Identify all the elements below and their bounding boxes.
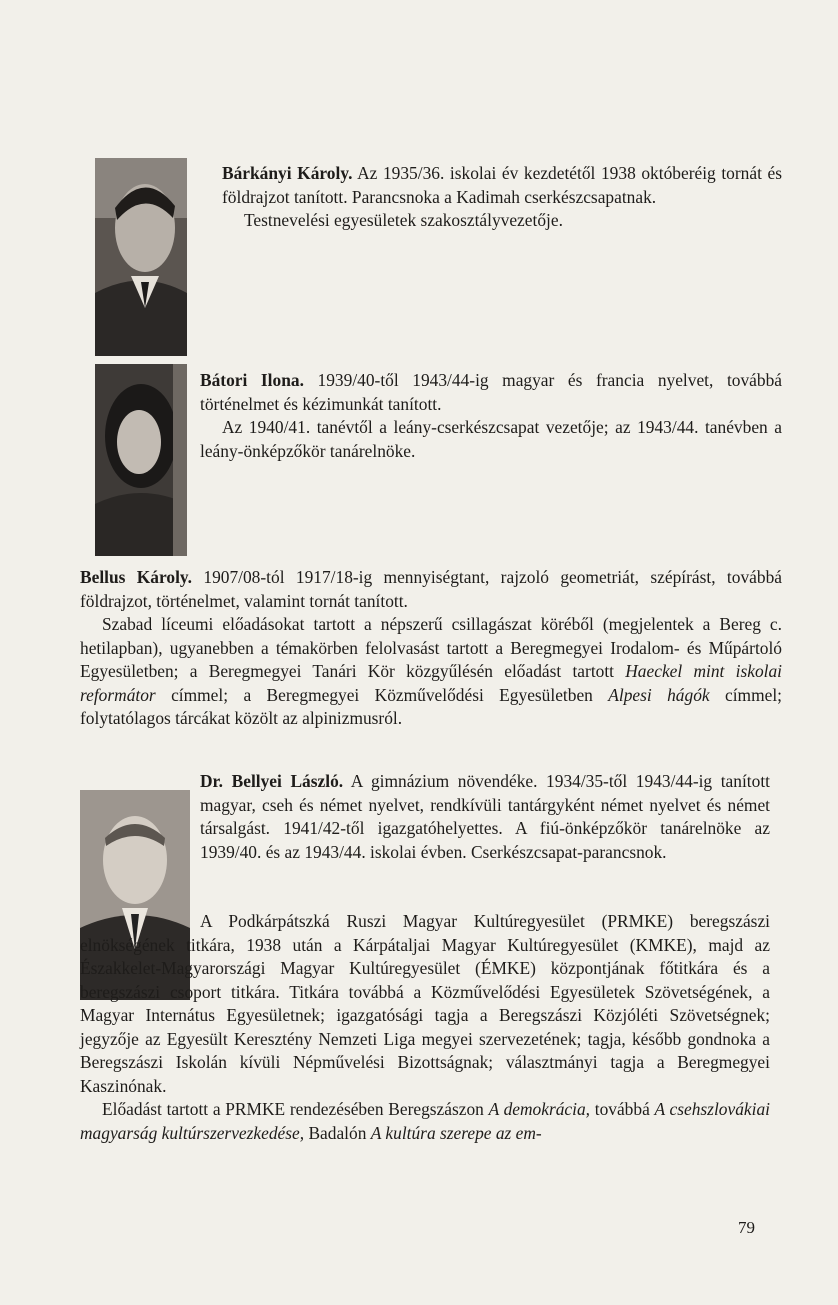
entry-text [80, 1098, 770, 1145]
entry-text: A Podkárpátszká Ruszi Magyar Kultúregyesület (PRMKE) beregszászi elnökségének titkára, 1938 után a Kárpátaljai Magyar Kultúregyesület (KMKE), majd az Északkelet-Magyarországi Magyar Kultúregyesület (ÉMKE) központjának főtitkára és a beregszászi csoport titkára. Titkára továbbá a Közművelődési Egyesületek Szövetségének, a Magyar Internátus Egyesületnek; igazgatósági tagja a Beregszászi Közjóléti Szövetségnek; jegyzője az Egyesült Keresztény Nemzeti Liga megyei szervezetének; tagja, később gondnoka a Beregszászi Iskolán kívüli Népművelési Bizottságnak; választmányi tagja a Beregmegyei Kaszinónak. [80, 911, 770, 1096]
text-run: Badalón [304, 1122, 371, 1143]
portrait-photo-barkanyi [95, 158, 187, 356]
entry-bellyei-body [80, 910, 770, 1145]
page-number: 79 [738, 1218, 755, 1237]
entry-name: Bellus Károly. [80, 567, 193, 587]
text-run: továbbá [590, 1099, 655, 1119]
entry-text: Testnevelési egyesületek szakosztályvezetője. [244, 210, 563, 230]
lecture-title: A csehszlovákiai magyarság kultúrszervezkedése, [80, 1099, 770, 1143]
entry-text: A gimnázium növendéke. 1934/35-től 1943/44-ig tanított magyar, cseh és német nyelvet, rendkívüli tantárgyként német nyelvet és német társalgást. 1941/42-től igazgatóhelyettes. A fiú-önképzőkör tanárelnöke az 1939/40. és az 1943/44. iskolai évben. Cserkészcsapat-parancsnok. [200, 771, 770, 862]
entry-text: 1939/40-től 1943/44-ig magyar és francia nyelvet, továbbá történelmet és kézimunkát tanított. [200, 370, 782, 414]
lecture-title: Haeckel mint iskolai reformátor [80, 661, 782, 705]
entry-name: Bátori Ilona. [200, 370, 304, 390]
text-run: Előadást tartott a PRMKE rendezésében Beregszászon [102, 1099, 489, 1119]
lecture-title: A demokrácia, [488, 1099, 591, 1119]
entry-bellus [80, 566, 782, 731]
text-run: címmel; a Beregmegyei Közművelődési Egyesületben [155, 684, 609, 705]
entry-text: Az 1935/36. iskolai év kezdetétől 1938 októberéig tornát és földrajzot tanított. Parancsnoka a Kadimah cserkészcsapatnak. [222, 163, 782, 207]
entry-name: Dr. Bellyei László. [200, 771, 344, 791]
entry-barkanyi [222, 162, 782, 233]
entry-batori [200, 369, 782, 463]
text-run: címmel; folytatólagos tárcákat közölt az alpinizmusról. [80, 684, 782, 728]
entry-name: Bárkányi Károly. [222, 163, 353, 183]
entry-text: Az 1940/41. tanévtől a leány-cserkészcsapat vezetője; az 1943/44. tanévben a leány-önképzőkör tanárelnöke. [200, 417, 782, 461]
lecture-title: A kultúra szerepe az em- [370, 1122, 542, 1143]
entry-text: 1907/08-tól 1917/18-ig mennyiségtant, rajzoló geometriát, szépírást, továbbá földrajzot, történelmet, valamint tornát tanított. [80, 567, 782, 611]
lecture-title: Alpesi hágók [608, 684, 710, 705]
portrait-photo-batori [95, 364, 187, 556]
entry-text [80, 613, 782, 731]
entry-bellyei-intro [200, 770, 770, 864]
text-run: Szabad líceumi előadásokat tartott a népszerű csillagászat köréből (megjelentek a Bereg c. hetilapban), ugyanebben a témakörben felolvasást tartott a Beregmegyei Irodalom- és Műpártoló Egyesületben; a Beregmegyei Tanári Kör közgyűlésén előadást tartott [80, 614, 782, 681]
